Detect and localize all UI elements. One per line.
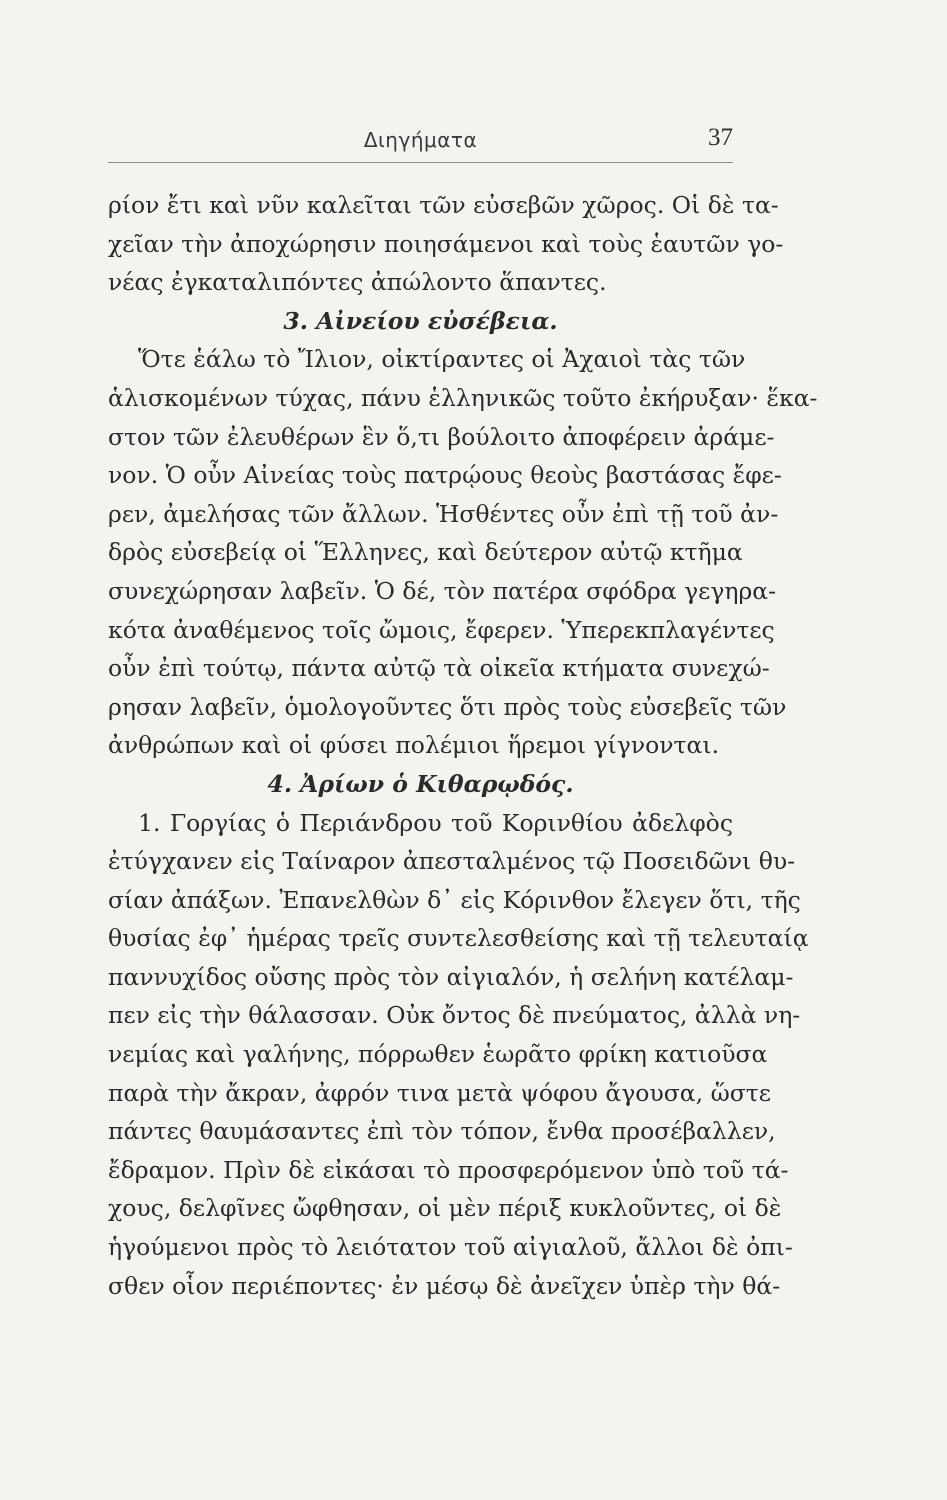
text-line: σθεν οἷον περιέποντες· ἐν μέσῳ δὲ ἀνεῖχεν ὑπὲρ τὴν θά- <box>108 1271 781 1300</box>
text-line: νεμίας καὶ γαλήνης, πόρρωθεν ἑωρᾶτο φρίκη κατιοῦσα <box>108 1040 768 1069</box>
text-line: νέας ἐγκαταλιπόντες ἀπώλοντο ἅπαντες. <box>108 268 607 297</box>
text-line: οὖν ἐπὶ τούτῳ, πάντα αὐτῷ τὰ οἰκεῖα κτήματα συνεχώ- <box>108 654 770 683</box>
page-number: 37 <box>708 124 733 151</box>
text-line: θυσίας ἐφ᾽ ἡμέρας τρεῖς συντελεσθείσης καὶ τῇ τελευταίᾳ <box>108 924 809 953</box>
text-line: ἔδραμον. Πρὶν δὲ εἰκάσαι τὸ προσφερόμενον ὑπὸ τοῦ τά- <box>108 1155 789 1184</box>
running-title: Διηγήματα <box>363 128 478 152</box>
text-line: δρὸς εὐσεβείᾳ οἱ Ἕλληνες, καὶ δεύτερον αὐτῷ κτῆμα <box>108 538 743 567</box>
page-header <box>108 124 733 158</box>
text-line: σίαν ἀπάξων. Ἐπανελθὼν δ᾽ εἰς Κόρινθον ἔλεγεν ὅτι, τῆς <box>108 885 801 914</box>
text-line: ρεν, ἀμελήσας τῶν ἄλλων. Ἡσθέντες οὖν ἐπὶ τῇ τοῦ ἀν- <box>108 499 779 528</box>
text-line: παννυχίδος οὔσης πρὸς τὸν αἰγιαλόν, ἡ σελήνη κατέλαμ- <box>108 962 794 991</box>
text-line: πεν εἰς τὴν θάλασσαν. Οὐκ ὄντος δὲ πνεύματος, ἀλλὰ νη- <box>108 1001 801 1030</box>
text-line: ρίον ἔτι καὶ νῦν καλεῖται τῶν εὐσεβῶν χῶρος. Οἱ δὲ τα- <box>108 191 779 219</box>
text-line: ἁλισκομένων τύχας, πάνυ ἑλληνικῶς τοῦτο ἐκήρυξαν· ἕκα- <box>108 383 818 412</box>
text-line: στον τῶν ἐλευθέρων ἓν ὅ,τι βούλοιτο ἀποφέρειν ἀράμε- <box>108 422 775 451</box>
text-line: ρησαν λαβεῖν, ὁμολογοῦντες ὅτι πρὸς τοὺς εὐσεβεῖς τῶν <box>108 692 787 721</box>
text-line: παρὰ τὴν ἄκραν, ἀφρόν τινα μετὰ ψόφου ἄγουσα, ὥστε <box>108 1078 771 1107</box>
section-heading-3: 3. Αἰνείου εὐσέβεια. <box>283 306 558 335</box>
body-text <box>108 186 818 1305</box>
text-line: ἀνθρώπων καὶ οἱ φύσει πολέμιοι ἥρεμοι γίγνονται. <box>108 731 720 760</box>
text-line: κότα ἀναθέμενος τοῖς ὤμοις, ἔφερεν. Ὑπερεκπλαγέντες <box>108 615 775 644</box>
section-heading-4: 4. Ἀρίων ὁ Κιθαρῳδός. <box>267 769 574 798</box>
text-line: νον. Ὁ οὖν Αἰνείας τοὺς πατρῴους θεοὺς βαστάσας ἔφε- <box>108 461 782 490</box>
text-line: ἡγούμενοι πρὸς τὸ λειότατον τοῦ αἰγιαλοῦ, ἄλλοι δὲ ὀπι- <box>108 1233 793 1262</box>
text-line: 1. Γοργίας ὁ Περιάνδρου τοῦ Κορινθίου ἀδελφὸς <box>138 808 733 837</box>
text-line: χους, δελφῖνες ὤφθησαν, οἱ μὲν πέριξ κυκλοῦντες, οἱ δὲ <box>108 1194 782 1223</box>
text-line: συνεχώρησαν λαβεῖν. Ὁ δέ, τὸν πατέρα σφόδρα γεγηρα- <box>108 576 777 605</box>
text-line: χεῖαν τὴν ἀποχώρησιν ποιησάμενοι καὶ τοὺς ἑαυτῶν γο- <box>108 229 784 258</box>
text-line: Ὅτε ἑάλω τὸ Ἴλιον, οἰκτίραντες οἱ Ἀχαιοὶ τὰς τῶν <box>138 345 746 374</box>
text-line: ἐτύγχανεν εἰς Ταίναρον ἀπεσταλμένος τῷ Ποσειδῶνι θυ- <box>108 847 796 876</box>
header-rule <box>108 162 733 163</box>
text-line: πάντες θαυμάσαντες ἐπὶ τὸν τόπον, ἔνθα προσέβαλλεν, <box>108 1117 776 1146</box>
